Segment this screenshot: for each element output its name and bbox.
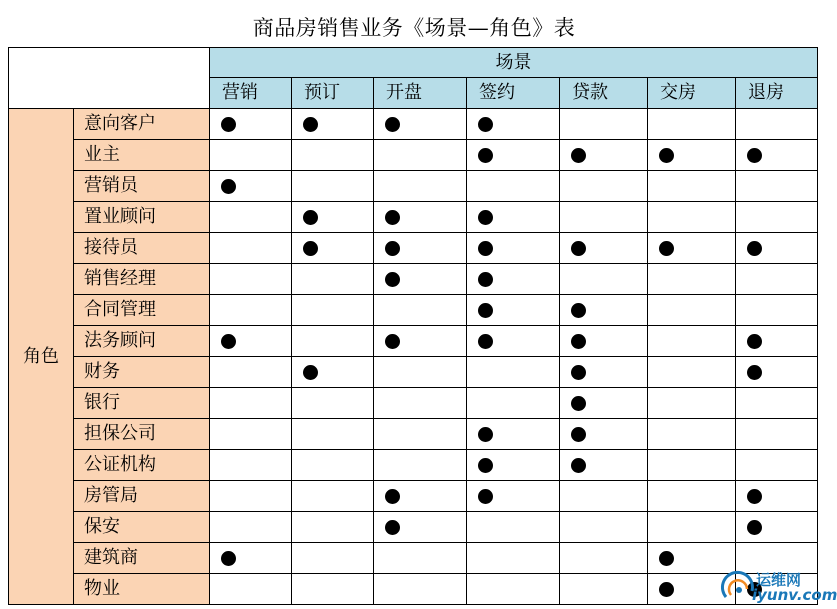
matrix-cell: [467, 326, 560, 357]
scene-header-cell: 签约: [467, 78, 560, 109]
filled-circle-icon: [478, 458, 493, 473]
matrix-cell: [210, 357, 292, 388]
matrix-cell: [648, 450, 736, 481]
table-row: [9, 233, 818, 264]
matrix-cell: [560, 264, 648, 295]
filled-circle-icon: [571, 458, 586, 473]
matrix-cell: [467, 512, 560, 543]
matrix-cell: [560, 450, 648, 481]
role-name-cell: 业主: [74, 140, 210, 171]
table-row: [9, 326, 818, 357]
matrix-cell: [467, 264, 560, 295]
matrix-cell: [648, 419, 736, 450]
matrix-cell: [210, 512, 292, 543]
filled-circle-icon: [747, 148, 762, 163]
filled-circle-icon: [747, 334, 762, 349]
matrix-cell: [292, 264, 374, 295]
matrix-cell: [736, 419, 818, 450]
role-name-cell: 财务: [74, 357, 210, 388]
watermark-text-cn: 运维网: [756, 571, 802, 589]
filled-circle-icon: [385, 489, 400, 504]
table-row: [9, 171, 818, 202]
role-name-cell: 公证机构: [74, 450, 210, 481]
matrix-cell: [210, 109, 292, 140]
table-row: [9, 574, 818, 605]
table-row: [9, 140, 818, 171]
filled-circle-icon: [478, 272, 493, 287]
matrix-cell: [560, 326, 648, 357]
table-row: [9, 512, 818, 543]
matrix-cell: [467, 109, 560, 140]
role-name-cell: 房管局: [74, 481, 210, 512]
filled-circle-icon: [303, 365, 318, 380]
filled-circle-icon: [659, 148, 674, 163]
matrix-cell: [560, 109, 648, 140]
filled-circle-icon: [478, 117, 493, 132]
matrix-cell: [374, 171, 467, 202]
matrix-cell: [292, 481, 374, 512]
matrix-cell: [210, 264, 292, 295]
role-name-cell: 销售经理: [74, 264, 210, 295]
matrix-cell: [560, 388, 648, 419]
filled-circle-icon: [303, 241, 318, 256]
role-name-cell: 置业顾问: [74, 202, 210, 233]
filled-circle-icon: [221, 179, 236, 194]
matrix-cell: [292, 543, 374, 574]
matrix-cell: [210, 326, 292, 357]
table-row: [9, 295, 818, 326]
matrix-cell: [736, 512, 818, 543]
table-row: [9, 388, 818, 419]
matrix-cell: [210, 171, 292, 202]
matrix-cell: [467, 388, 560, 419]
table-row: [9, 109, 818, 140]
filled-circle-icon: [571, 241, 586, 256]
matrix-cell: [374, 512, 467, 543]
matrix-cell: [210, 233, 292, 264]
matrix-cell: [648, 264, 736, 295]
scene-header-cell: 预订: [292, 78, 374, 109]
filled-circle-icon: [571, 427, 586, 442]
matrix-cell: [467, 202, 560, 233]
filled-circle-icon: [478, 489, 493, 504]
matrix-cell: [467, 357, 560, 388]
matrix-cell: [292, 512, 374, 543]
matrix-cell: [374, 357, 467, 388]
matrix-cell: [467, 419, 560, 450]
filled-circle-icon: [659, 551, 674, 566]
filled-circle-icon: [747, 489, 762, 504]
filled-circle-icon: [478, 427, 493, 442]
matrix-cell: [467, 543, 560, 574]
matrix-cell: [292, 357, 374, 388]
matrix-cell: [736, 264, 818, 295]
role-name-cell: 物业: [74, 574, 210, 605]
matrix-cell: [560, 574, 648, 605]
matrix-cell: [560, 481, 648, 512]
table-row: [9, 202, 818, 233]
scene-header-cell: 开盘: [374, 78, 467, 109]
matrix-cell: [467, 574, 560, 605]
page-title: 商品房销售业务《场景—角色》表: [252, 16, 576, 40]
filled-circle-icon: [659, 582, 674, 597]
matrix-cell: [467, 140, 560, 171]
matrix-cell: [374, 574, 467, 605]
matrix-cell: [648, 140, 736, 171]
matrix-cell: [648, 233, 736, 264]
role-name-cell: 营销员: [74, 171, 210, 202]
matrix-cell: [736, 295, 818, 326]
matrix-cell: [560, 295, 648, 326]
role-name-cell: 法务顾问: [74, 326, 210, 357]
filled-circle-icon: [571, 396, 586, 411]
matrix-cell: [560, 419, 648, 450]
watermark: [722, 569, 837, 605]
matrix-cell: [560, 171, 648, 202]
matrix-cell: [648, 202, 736, 233]
matrix-cell: [467, 233, 560, 264]
matrix-cell: [374, 419, 467, 450]
filled-circle-icon: [747, 241, 762, 256]
filled-circle-icon: [385, 272, 400, 287]
matrix-cell: [374, 264, 467, 295]
filled-circle-icon: [385, 520, 400, 535]
scene-header-cell: 营销: [210, 78, 292, 109]
matrix-cell: [736, 388, 818, 419]
matrix-cell: [292, 233, 374, 264]
matrix-cell: [374, 109, 467, 140]
matrix-cell: [210, 295, 292, 326]
role-name-cell: 担保公司: [74, 419, 210, 450]
matrix-cell: [736, 326, 818, 357]
matrix-cell: [374, 543, 467, 574]
scene-header-cell: 贷款: [560, 78, 648, 109]
filled-circle-icon: [478, 241, 493, 256]
matrix-cell: [292, 171, 374, 202]
matrix-cell: [560, 140, 648, 171]
table-row: [9, 481, 818, 512]
matrix-cell: [560, 512, 648, 543]
matrix-cell: [648, 326, 736, 357]
matrix-cell: [467, 481, 560, 512]
matrix-cell: [210, 574, 292, 605]
matrix-cell: [292, 109, 374, 140]
role-name-cell: 合同管理: [74, 295, 210, 326]
table-row: [9, 543, 818, 574]
table-row: [9, 264, 818, 295]
filled-circle-icon: [303, 117, 318, 132]
filled-circle-icon: [221, 551, 236, 566]
matrix-cell: [648, 357, 736, 388]
matrix-cell: [292, 140, 374, 171]
watermark-text-en: iyunv.com: [752, 586, 837, 604]
matrix-cell: [210, 543, 292, 574]
matrix-cell: [736, 202, 818, 233]
filled-circle-icon: [571, 303, 586, 318]
filled-circle-icon: [571, 334, 586, 349]
matrix-cell: [374, 202, 467, 233]
matrix-cell: [292, 574, 374, 605]
matrix-cell: [467, 450, 560, 481]
matrix-cell: [648, 512, 736, 543]
matrix-cell: [210, 140, 292, 171]
filled-circle-icon: [303, 210, 318, 225]
matrix-cell: [292, 388, 374, 419]
matrix-cell: [736, 357, 818, 388]
filled-circle-icon: [571, 365, 586, 380]
role-name-cell: 银行: [74, 388, 210, 419]
matrix-cell: [210, 450, 292, 481]
matrix-cell: [210, 419, 292, 450]
filled-circle-icon: [385, 210, 400, 225]
matrix-cell: [736, 140, 818, 171]
matrix-cell: [736, 450, 818, 481]
scene-header-cell: 交房: [648, 78, 736, 109]
matrix-cell: [648, 171, 736, 202]
role-name-cell: 保安: [74, 512, 210, 543]
matrix-cell: [560, 543, 648, 574]
role-name-cell: 建筑商: [74, 543, 210, 574]
matrix-cell: [210, 388, 292, 419]
watermark-logo-icon: [722, 571, 756, 605]
filled-circle-icon: [571, 148, 586, 163]
filled-circle-icon: [478, 303, 493, 318]
matrix-cell: [736, 171, 818, 202]
matrix-cell: [210, 202, 292, 233]
corner-cell: [9, 48, 210, 109]
matrix-cell: [292, 295, 374, 326]
filled-circle-icon: [385, 117, 400, 132]
filled-circle-icon: [747, 520, 762, 535]
matrix-cell: [374, 326, 467, 357]
matrix-cell: [736, 233, 818, 264]
matrix-cell: [374, 388, 467, 419]
matrix-cell: [292, 326, 374, 357]
scene-role-table: [8, 47, 818, 605]
matrix-cell: [560, 202, 648, 233]
matrix-cell: [648, 481, 736, 512]
table-row: [9, 450, 818, 481]
matrix-cell: [736, 481, 818, 512]
filled-circle-icon: [385, 334, 400, 349]
matrix-cell: [467, 295, 560, 326]
matrix-cell: [292, 419, 374, 450]
matrix-cell: [467, 171, 560, 202]
filled-circle-icon: [478, 210, 493, 225]
filled-circle-icon: [747, 365, 762, 380]
scene-group-row: [9, 48, 818, 78]
table-row: [9, 419, 818, 450]
matrix-cell: [210, 481, 292, 512]
matrix-cell: [648, 388, 736, 419]
matrix-cell: [736, 109, 818, 140]
matrix-cell: [648, 109, 736, 140]
matrix-cell: [374, 140, 467, 171]
matrix-cell: [374, 481, 467, 512]
matrix-cell: [560, 233, 648, 264]
filled-circle-icon: [478, 148, 493, 163]
matrix-cell: [648, 295, 736, 326]
role-name-cell: 意向客户: [74, 109, 210, 140]
table-row: [9, 357, 818, 388]
scene-header-cell: 退房: [736, 78, 818, 109]
role-group-label: 角色: [9, 109, 74, 605]
filled-circle-icon: [385, 241, 400, 256]
matrix-cell: [292, 202, 374, 233]
filled-circle-icon: [478, 334, 493, 349]
matrix-cell: [560, 357, 648, 388]
filled-circle-icon: [659, 241, 674, 256]
matrix-cell: [374, 233, 467, 264]
scene-group-header: 场景: [210, 48, 818, 78]
matrix-cell: [374, 450, 467, 481]
matrix-cell: [374, 295, 467, 326]
filled-circle-icon: [221, 334, 236, 349]
matrix-cell: [292, 450, 374, 481]
role-name-cell: 接待员: [74, 233, 210, 264]
filled-circle-icon: [221, 117, 236, 132]
